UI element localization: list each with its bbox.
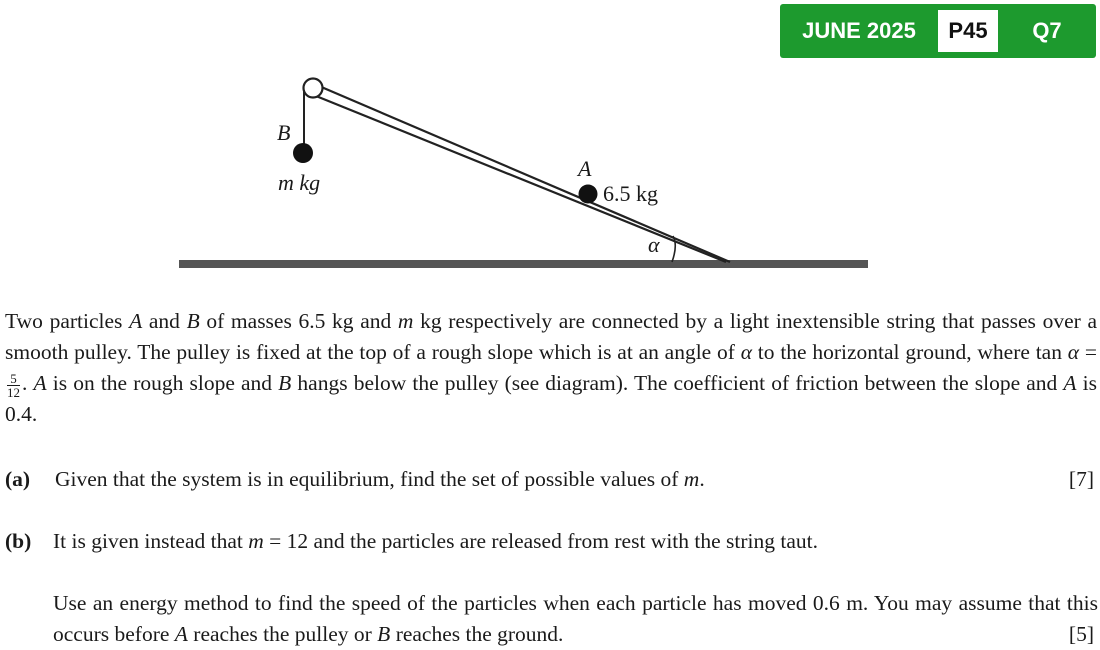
var-m: m (248, 529, 264, 553)
badge-session: JUNE 2025 (802, 18, 916, 43)
mass-b-label: m kg (278, 170, 321, 195)
part-a (5, 464, 705, 495)
var-alpha: α (740, 340, 753, 364)
ground-line (179, 260, 868, 268)
var-b: B (278, 371, 292, 395)
var-b: B (377, 622, 391, 646)
particle-a (579, 185, 598, 204)
fraction-tan (7, 372, 20, 399)
part-a-marks: [7] (1068, 467, 1094, 491)
pulley (304, 79, 323, 98)
var-a: A (33, 371, 47, 395)
part-b-label: (b) (5, 529, 32, 553)
stem-text: = (1079, 340, 1097, 364)
part-a-text: Given that the system is in equilibrium, find the set of possible values of (55, 467, 684, 491)
part-b (5, 526, 818, 557)
fraction-denominator: 12 (7, 384, 20, 400)
part-b-marks: [5] (1068, 622, 1094, 646)
var-a: A (174, 622, 188, 646)
label-a: A (578, 156, 592, 181)
stem-text: is on the rough slope and (46, 371, 279, 395)
part-b-text: = 12 and the particles are released from rest with the string taut. (263, 529, 819, 553)
var-m: m (683, 467, 700, 491)
fraction-numerator: 5 (7, 372, 20, 386)
part-a-text: . (699, 467, 705, 491)
stem-text: hangs below the pulley (see diagram). The coefficient of friction between the slope and (291, 371, 1064, 395)
angle-label: α (648, 232, 660, 257)
stem-text: Two particles (5, 309, 130, 333)
stem-text: is 0.4. (5, 371, 1098, 426)
slope-lower-edge (316, 96, 726, 262)
inclined-plane-diagram (0, 0, 1100, 300)
stem-text: and (142, 309, 187, 333)
part-b-text: Use an energy method to find the speed of the particles when each particle has moved 0.6 m. You may assume that this occurs before (53, 591, 1098, 646)
stem-text: of masses 6.5 kg and (199, 309, 398, 333)
part-b-text: It is given instead that (53, 529, 249, 553)
stem-text: to the horizontal ground, where tan (752, 340, 1068, 364)
stem-text: . (22, 371, 34, 395)
stem-text: kg respectively are connected by a light inextensible string that passes over a smooth pulley. The pulley is fixed at the top of a rough slope which is at an angle of (5, 309, 1097, 364)
var-alpha: α (1067, 340, 1080, 364)
part-b-text: reaches the pulley or (187, 622, 378, 646)
var-a: A (129, 309, 143, 333)
label-b: B (277, 120, 291, 145)
var-b: B (186, 309, 200, 333)
badge-question: Q7 (1032, 18, 1062, 43)
particle-b (293, 143, 313, 163)
slope-upper-edge (312, 83, 730, 262)
part-a-label: (a) (5, 467, 31, 491)
part-b-text: reaches the ground. (390, 622, 564, 646)
var-a: A (1063, 371, 1077, 395)
part-b-continuation (53, 588, 1098, 650)
question-stem (5, 306, 1097, 430)
var-m: m (397, 309, 414, 333)
mass-a-label: 6.5 kg (603, 181, 658, 206)
badge-paper: P45 (938, 10, 998, 52)
